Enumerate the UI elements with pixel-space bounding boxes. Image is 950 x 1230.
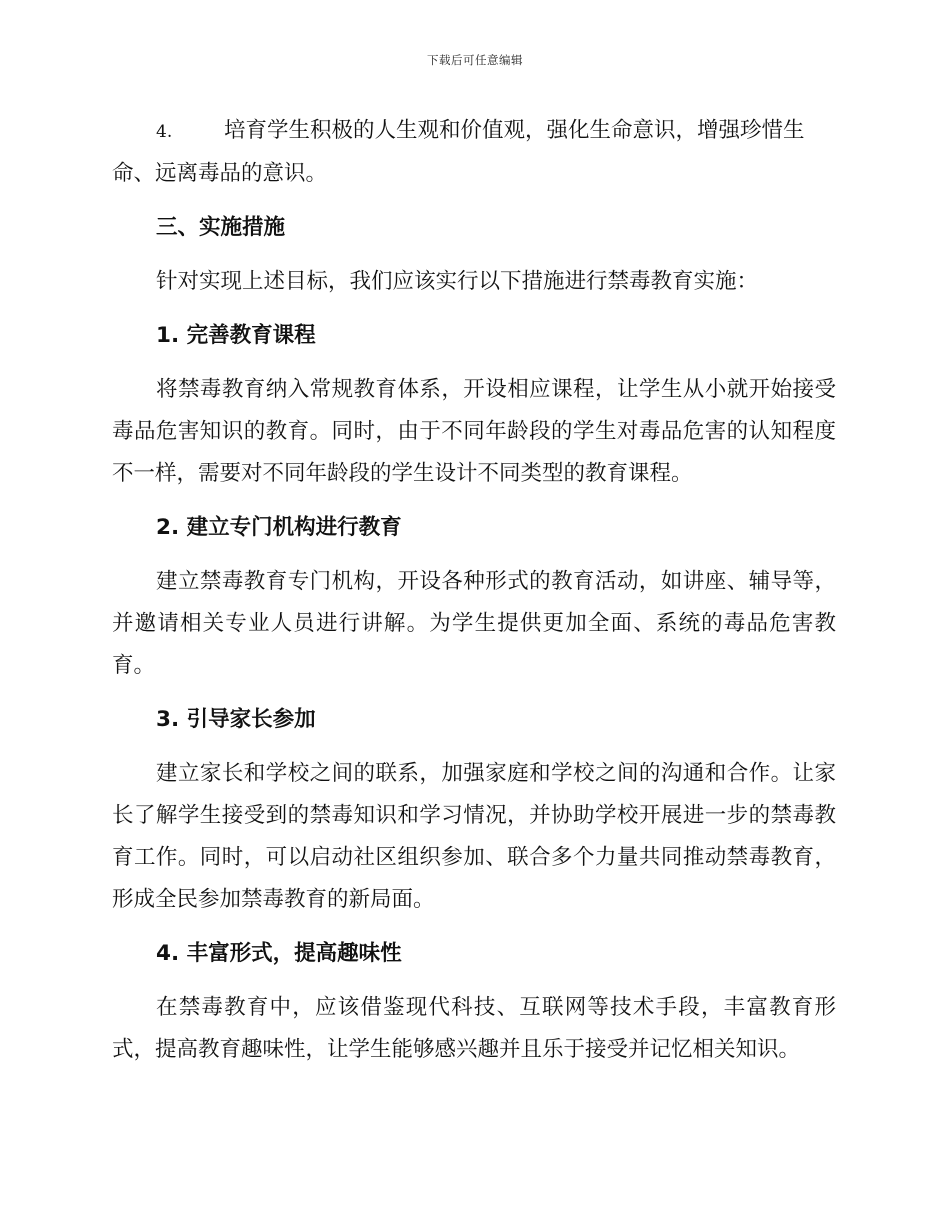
subheading-2: 2. 建立专门机构进行教育: [156, 515, 402, 540]
goal-item-4-number: 4.: [156, 122, 173, 142]
page-header: 下载后可任意编辑: [427, 53, 523, 67]
paragraph-2: 建立禁毒教育专门机构，开设各种形式的教育活动，如讲座、辅导等，并邀请相关专业人员进行讲解。为学生提供更加全面、系统的毒品危害教育。: [112, 569, 836, 678]
subheading-1: 1. 完善教育课程: [156, 323, 316, 348]
section-heading-implementation: 三、实施措施: [156, 215, 286, 240]
subheading-4: 4. 丰富形式，提高趣味性: [156, 941, 402, 966]
paragraph-4: 在禁毒教育中，应该借鉴现代科技、互联网等技术手段，丰富教育形式，提高教育趣味性，让学生能够感兴趣并且乐于接受并记忆相关知识。: [112, 995, 836, 1062]
subheading-3: 3. 引导家长参加: [156, 707, 316, 732]
paragraph-3: 建立家长和学校之间的联系，加强家庭和学校之间的沟通和合作。让家长了解学生接受到的禁毒知识和学习情况，并协助学校开展进一步的禁毒教育工作。同时，可以启动社区组织参加、联合多个力量共同推动禁毒教育，形成全民参加禁毒教育的新局面。: [112, 761, 836, 912]
section-intro-paragraph: 针对实现上述目标，我们应该实行以下措施进行禁毒教育实施：: [156, 269, 759, 294]
paragraph-1: 将禁毒教育纳入常规教育体系，开设相应课程，让学生从小就开始接受毒品危害知识的教育。同时，由于不同年龄段的学生对毒品危害的认知程度不一样，需要对不同年龄段的学生设计不同类型的教育课程。: [112, 377, 836, 486]
goal-item-4: [112, 110, 836, 195]
goal-item-4-text: 培育学生积极的人生观和价值观，强化生命意识，增强珍惜生命、远离毒品的意识。: [112, 118, 805, 186]
document-body: [112, 110, 836, 1083]
